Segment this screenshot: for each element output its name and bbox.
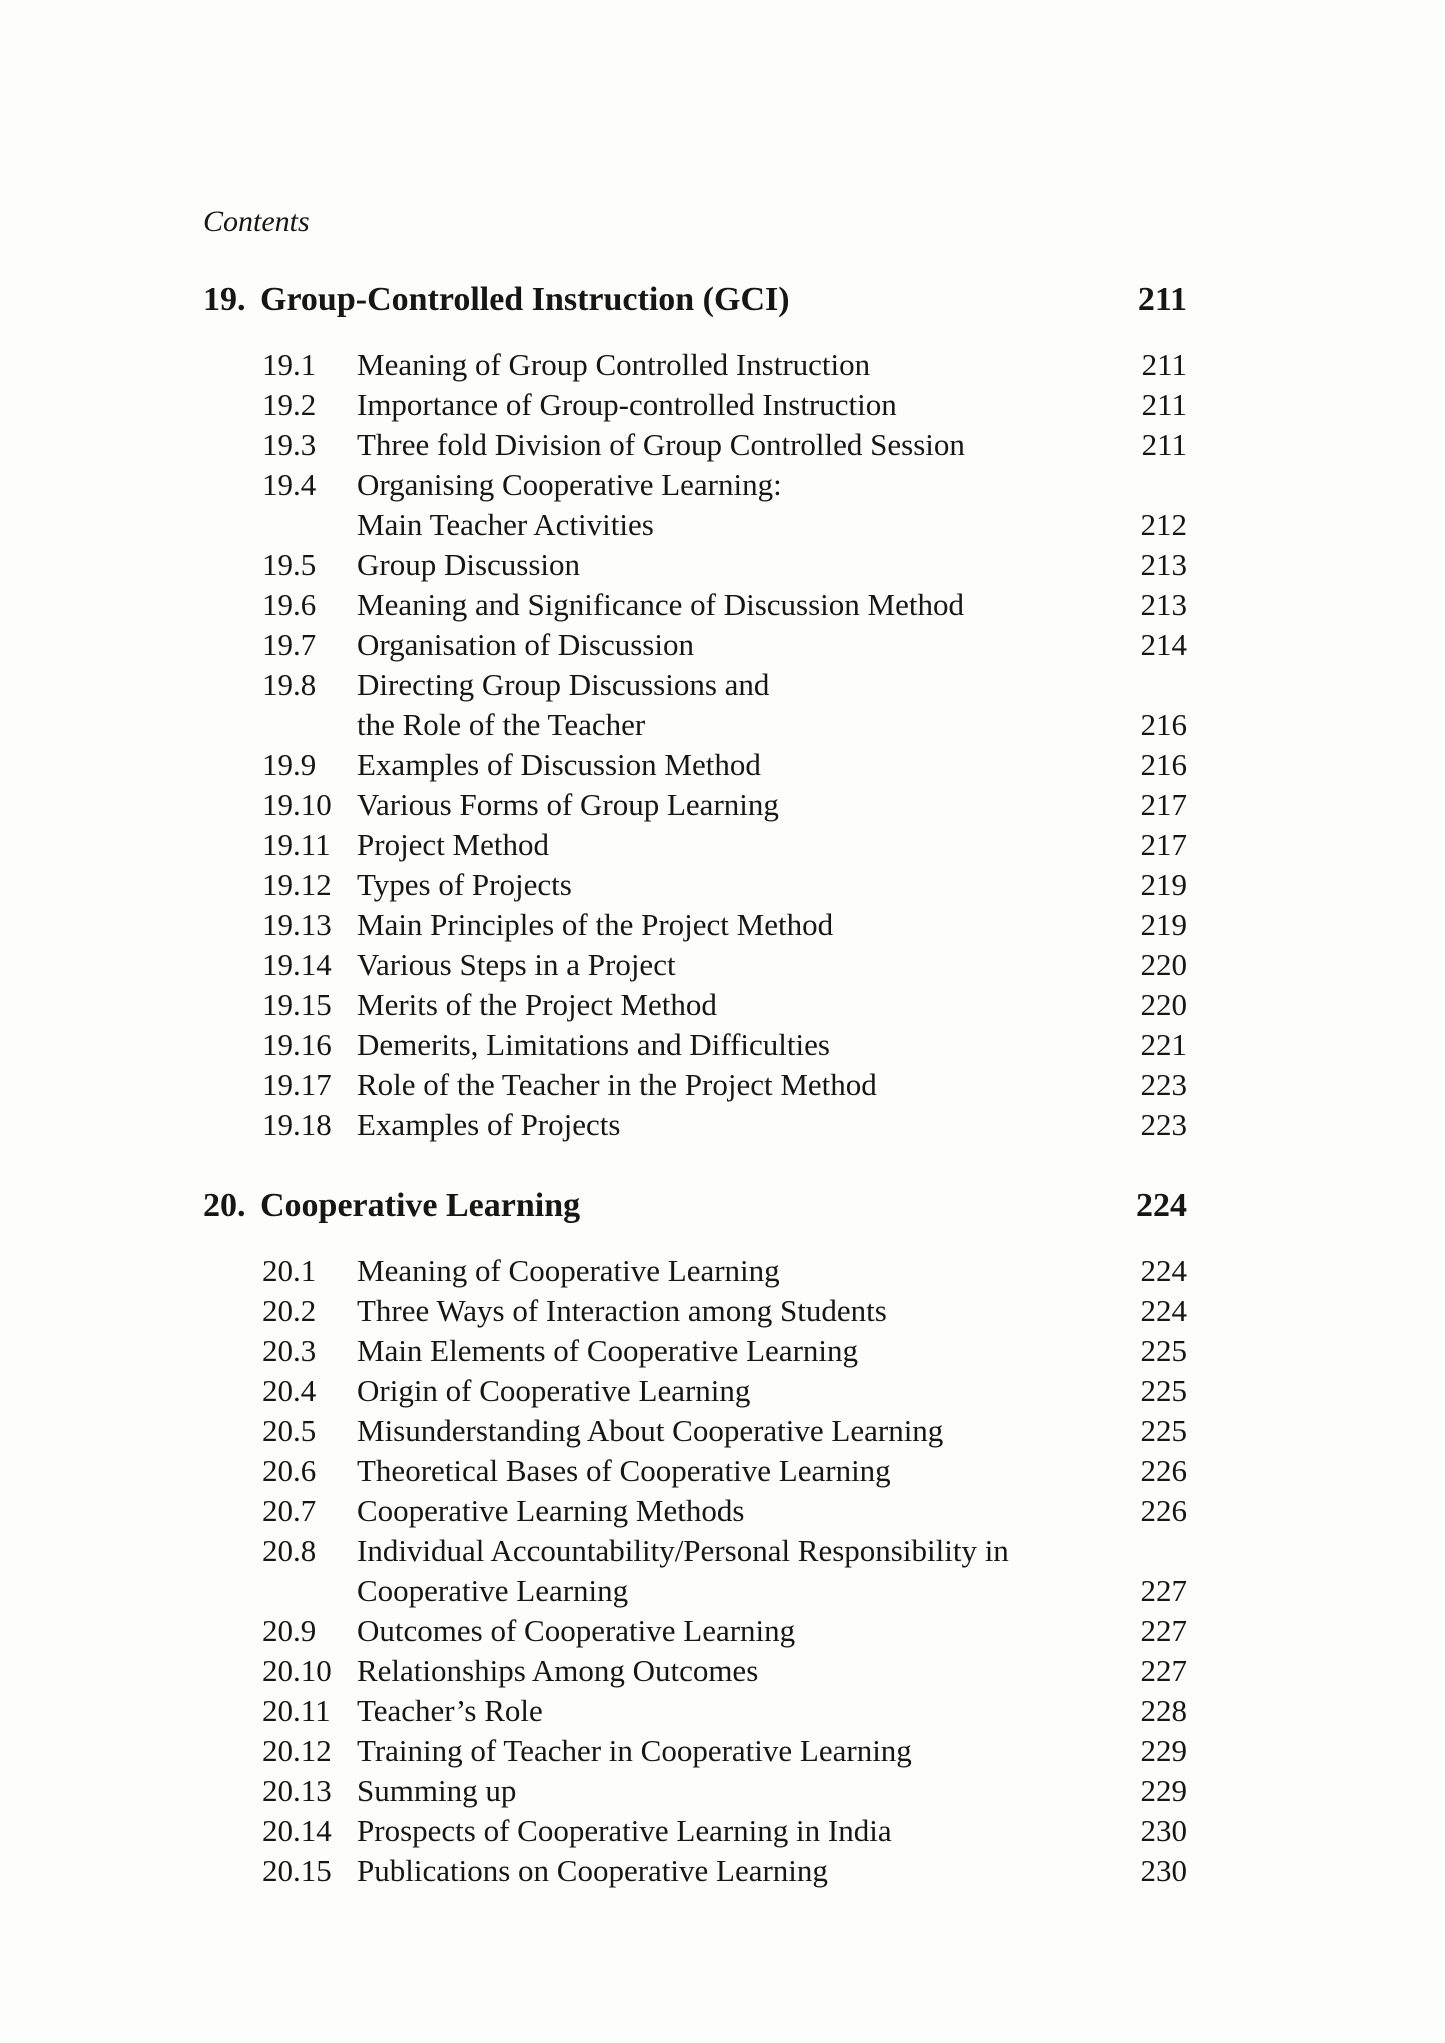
toc-line	[357, 1731, 1187, 1771]
section-title-line: Various Forms of Group Learning	[357, 787, 779, 822]
page-number: 225	[1140, 1413, 1187, 1448]
section-body	[357, 1651, 1187, 1691]
page-number: 224	[1140, 1253, 1187, 1288]
toc-line	[357, 425, 1187, 465]
toc-line	[357, 1025, 1187, 1065]
section-number: 19.7	[262, 627, 317, 662]
section-body	[357, 1491, 1187, 1531]
section-title-line: Individual Accountability/Personal Responsibility in	[357, 1533, 1009, 1568]
section-body	[357, 1331, 1187, 1371]
section-number: 19.10	[262, 787, 332, 822]
toc-row	[262, 745, 1187, 785]
section-body	[357, 625, 1187, 665]
toc-row	[262, 1411, 1187, 1451]
section-title-line: Outcomes of Cooperative Learning	[357, 1613, 796, 1648]
section-number: 19.18	[262, 1107, 332, 1142]
section-title-line: Organisation of Discussion	[357, 627, 694, 662]
page-number: 217	[1140, 827, 1187, 862]
section-number: 20.12	[262, 1733, 332, 1768]
section-number: 20.9	[262, 1613, 317, 1648]
toc-line	[357, 1411, 1187, 1451]
section-body	[357, 945, 1187, 985]
page-number: 211	[1141, 427, 1187, 462]
toc-row	[262, 945, 1187, 985]
page-number: 217	[1140, 787, 1187, 822]
page-number: 211	[1141, 347, 1187, 382]
page-number: 219	[1140, 867, 1187, 902]
section-title-line: Meaning of Group Controlled Instruction	[357, 347, 871, 382]
toc-line	[357, 785, 1187, 825]
chapter-title: Group-Controlled Instruction (GCI)	[260, 281, 790, 318]
section-body	[357, 465, 1187, 545]
page-number: 223	[1140, 1067, 1187, 1102]
toc-row	[262, 785, 1187, 825]
section-title-line: Project Method	[357, 827, 549, 862]
chapter-sections	[203, 1251, 1187, 1891]
section-title-line: Main Elements of Cooperative Learning	[357, 1333, 859, 1368]
toc-row	[262, 545, 1187, 585]
section-title-line: Types of Projects	[357, 867, 572, 902]
section-title-line: Cooperative Learning	[357, 1573, 629, 1608]
toc-line	[357, 1331, 1187, 1371]
page-number: 225	[1140, 1373, 1187, 1408]
toc-line	[357, 545, 1187, 585]
section-number: 19.11	[262, 827, 331, 862]
section-body	[357, 1531, 1187, 1611]
section-title-line: Cooperative Learning Methods	[357, 1493, 745, 1528]
section-title-line: Summing up	[357, 1773, 517, 1808]
page-number: 214	[1140, 627, 1187, 662]
section-title-line: Misunderstanding About Cooperative Learning	[357, 1413, 944, 1448]
toc-line	[357, 1371, 1187, 1411]
section-title-line: the Role of the Teacher	[357, 707, 646, 742]
page-number: 211	[1141, 387, 1187, 422]
toc-line	[357, 385, 1187, 425]
section-title-line: Relationships Among Outcomes	[357, 1653, 759, 1688]
toc-line	[357, 1611, 1187, 1651]
section-number: 20.14	[262, 1813, 332, 1848]
chapter-sections	[203, 345, 1187, 1145]
section-number: 19.8	[262, 667, 317, 702]
section-body	[357, 1025, 1187, 1065]
section-body	[357, 1771, 1187, 1811]
page-number: 229	[1140, 1773, 1187, 1808]
section-title-line: Examples of Projects	[357, 1107, 621, 1142]
toc-row	[262, 425, 1187, 465]
section-body	[357, 1105, 1187, 1145]
section-title-line: Merits of the Project Method	[357, 987, 717, 1022]
section-number: 19.13	[262, 907, 332, 942]
section-number: 20.6	[262, 1453, 317, 1488]
section-title-line: Meaning and Significance of Discussion Method	[357, 587, 964, 622]
toc-line	[357, 665, 1187, 705]
section-body	[357, 345, 1187, 385]
page-number: 227	[1140, 1613, 1187, 1648]
page-number	[1097, 1531, 1187, 1571]
toc-row	[262, 1851, 1187, 1891]
toc-row	[262, 385, 1187, 425]
toc-line	[357, 825, 1187, 865]
section-number: 19.6	[262, 587, 317, 622]
section-number: 19.1	[262, 347, 317, 382]
toc-row	[262, 1651, 1187, 1691]
section-title-line: Examples of Discussion Method	[357, 747, 761, 782]
section-body	[357, 985, 1187, 1025]
toc-row	[262, 1025, 1187, 1065]
section-number: 20.7	[262, 1493, 317, 1528]
toc-row	[262, 1611, 1187, 1651]
toc-line	[357, 1571, 1187, 1611]
toc-row	[262, 1065, 1187, 1105]
toc-row	[262, 1491, 1187, 1531]
section-number: 20.13	[262, 1773, 332, 1808]
section-title-line: Prospects of Cooperative Learning in India	[357, 1813, 892, 1848]
section-title-line: Meaning of Cooperative Learning	[357, 1253, 780, 1288]
page-number: 220	[1140, 987, 1187, 1022]
section-number: 19.5	[262, 547, 317, 582]
section-title-line: Group Discussion	[357, 547, 581, 582]
section-number: 19.12	[262, 867, 332, 902]
chapter-page-number: 224	[1136, 1187, 1187, 1224]
toc-row	[262, 1331, 1187, 1371]
toc-line	[357, 1451, 1187, 1491]
toc-row	[262, 1771, 1187, 1811]
section-title-line: Theoretical Bases of Cooperative Learning	[357, 1453, 891, 1488]
page-number	[1097, 465, 1187, 505]
page-number: 230	[1140, 1813, 1187, 1848]
section-number: 20.10	[262, 1653, 332, 1688]
section-number: 19.2	[262, 387, 317, 422]
toc-row	[262, 1291, 1187, 1331]
page-number: 219	[1140, 907, 1187, 942]
chapter-number: 19.	[203, 281, 246, 318]
section-number: 19.16	[262, 1027, 332, 1062]
section-number: 20.5	[262, 1413, 317, 1448]
section-body	[357, 1411, 1187, 1451]
section-title-line: Organising Cooperative Learning:	[357, 467, 782, 502]
section-number: 20.8	[262, 1533, 317, 1568]
toc-line	[357, 1771, 1187, 1811]
page-number: 212	[1140, 507, 1187, 542]
toc-row	[262, 1451, 1187, 1491]
page-number: 223	[1140, 1107, 1187, 1142]
section-title-line: Three Ways of Interaction among Students	[357, 1293, 887, 1328]
section-title-line: Three fold Division of Group Controlled Session	[357, 427, 965, 462]
page-number: 224	[1140, 1293, 1187, 1328]
section-body	[357, 1811, 1187, 1851]
toc-row	[262, 865, 1187, 905]
section-number: 20.11	[262, 1693, 331, 1728]
section-body	[357, 1451, 1187, 1491]
toc-row	[262, 985, 1187, 1025]
page-number: 228	[1140, 1693, 1187, 1728]
toc-row	[262, 585, 1187, 625]
toc-line	[357, 1651, 1187, 1691]
page-number: 227	[1140, 1573, 1187, 1608]
toc-row	[262, 345, 1187, 385]
chapter-block	[203, 277, 1187, 1145]
section-title-line: Directing Group Discussions and	[357, 667, 770, 702]
section-number: 20.1	[262, 1253, 317, 1288]
chapter-title: Cooperative Learning	[260, 1187, 581, 1224]
section-title-line: Various Steps in a Project	[357, 947, 676, 982]
toc-row	[262, 625, 1187, 665]
toc-line	[357, 1491, 1187, 1531]
section-body	[357, 905, 1187, 945]
chapter-heading	[203, 1183, 1187, 1229]
toc-line	[357, 745, 1187, 785]
section-number: 19.17	[262, 1067, 332, 1102]
section-body	[357, 545, 1187, 585]
section-number: 20.4	[262, 1373, 317, 1408]
toc-row	[262, 1731, 1187, 1771]
section-body	[357, 585, 1187, 625]
toc-row	[262, 1371, 1187, 1411]
toc-line	[357, 505, 1187, 545]
chapter-block	[203, 1183, 1187, 1891]
page-number: 230	[1140, 1853, 1187, 1888]
section-body	[357, 1691, 1187, 1731]
toc-line	[357, 865, 1187, 905]
page-number: 226	[1140, 1493, 1187, 1528]
section-body	[357, 425, 1187, 465]
running-header: Contents	[203, 205, 310, 238]
section-number: 19.3	[262, 427, 317, 462]
toc-line	[357, 625, 1187, 665]
section-body	[357, 785, 1187, 825]
toc-line	[357, 1691, 1187, 1731]
section-number: 19.15	[262, 987, 332, 1022]
page-number: 227	[1140, 1653, 1187, 1688]
section-number: 19.4	[262, 467, 317, 502]
toc-line	[357, 345, 1187, 385]
page-number: 221	[1140, 1027, 1187, 1062]
toc-row	[262, 825, 1187, 865]
contents-page	[203, 205, 1187, 1891]
section-number: 20.3	[262, 1333, 317, 1368]
page-number: 220	[1140, 947, 1187, 982]
section-title-line: Training of Teacher in Cooperative Learning	[357, 1733, 912, 1768]
toc-row	[262, 905, 1187, 945]
section-body	[357, 745, 1187, 785]
toc-row	[262, 1811, 1187, 1851]
section-body	[357, 1611, 1187, 1651]
toc-line	[357, 1851, 1187, 1891]
section-body	[357, 1371, 1187, 1411]
toc-line	[357, 945, 1187, 985]
toc-row	[262, 665, 1187, 745]
toc-line	[357, 705, 1187, 745]
section-body	[357, 1251, 1187, 1291]
section-body	[357, 665, 1187, 745]
page-number: 216	[1140, 747, 1187, 782]
section-number: 20.2	[262, 1293, 317, 1328]
toc-line	[357, 985, 1187, 1025]
section-title-line: Origin of Cooperative Learning	[357, 1373, 751, 1408]
toc-line	[357, 1105, 1187, 1145]
page-number: 225	[1140, 1333, 1187, 1368]
toc-row	[262, 1105, 1187, 1145]
chapter-heading	[203, 277, 1187, 323]
page-number: 213	[1140, 587, 1187, 622]
toc-row	[262, 1251, 1187, 1291]
toc-line	[357, 585, 1187, 625]
section-title-line: Publications on Cooperative Learning	[357, 1853, 828, 1888]
section-body	[357, 825, 1187, 865]
toc-row	[262, 1531, 1187, 1611]
toc-row	[262, 465, 1187, 545]
table-of-contents	[203, 277, 1187, 1891]
section-title-line: Demerits, Limitations and Difficulties	[357, 1027, 830, 1062]
section-body	[357, 1731, 1187, 1771]
page-number: 229	[1140, 1733, 1187, 1768]
toc-line	[357, 1251, 1187, 1291]
section-body	[357, 865, 1187, 905]
chapter-number: 20.	[203, 1187, 246, 1224]
toc-line	[357, 1811, 1187, 1851]
section-body	[357, 1851, 1187, 1891]
toc-row	[262, 1691, 1187, 1731]
page-number: 213	[1140, 547, 1187, 582]
page-number: 216	[1140, 707, 1187, 742]
chapter-page-number: 211	[1137, 281, 1187, 318]
section-body	[357, 1065, 1187, 1105]
page-number: 226	[1140, 1453, 1187, 1488]
page-number	[1097, 665, 1187, 705]
section-title-line: Main Principles of the Project Method	[357, 907, 834, 942]
section-body	[357, 1291, 1187, 1331]
section-body	[357, 385, 1187, 425]
section-number: 20.15	[262, 1853, 332, 1888]
section-number: 19.9	[262, 747, 317, 782]
section-title-line: Main Teacher Activities	[357, 507, 654, 542]
section-title-line: Role of the Teacher in the Project Method	[357, 1067, 877, 1102]
section-number: 19.14	[262, 947, 332, 982]
section-title-line: Teacher’s Role	[357, 1693, 543, 1728]
toc-line	[357, 465, 1187, 505]
toc-line	[357, 1291, 1187, 1331]
toc-line	[357, 905, 1187, 945]
toc-line	[357, 1531, 1187, 1571]
toc-line	[357, 1065, 1187, 1105]
section-title-line: Importance of Group-controlled Instruction	[357, 387, 897, 422]
